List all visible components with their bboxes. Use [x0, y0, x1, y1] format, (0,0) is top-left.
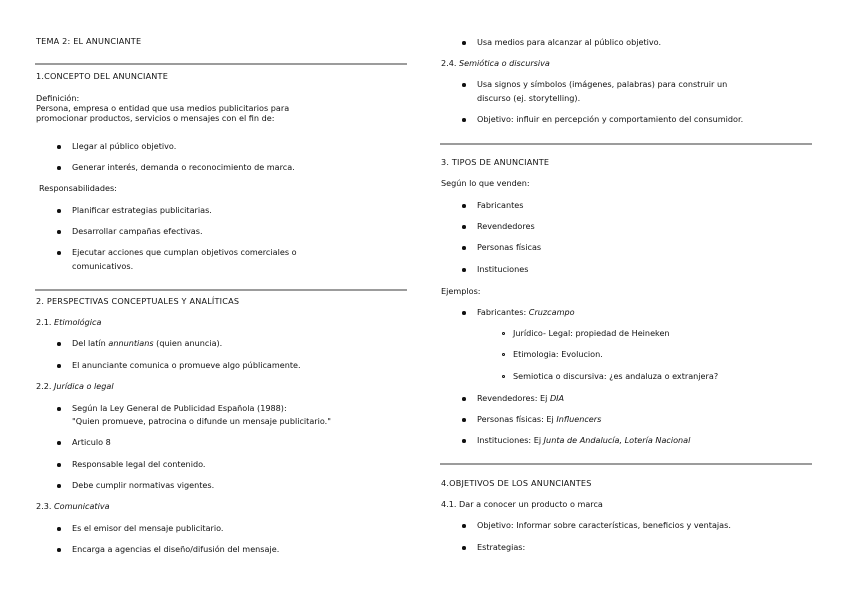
responsibilities-label: Responsabilidades:: [39, 183, 117, 193]
list-item: Personas físicas: [477, 242, 542, 252]
list-item: Objetivo: influir en percepción y comportamiento del consumidor.: [477, 114, 744, 124]
list-item: Estrategias:: [477, 542, 526, 552]
section-heading-tipos: 3. TIPOS DE ANUNCIANTE: [441, 157, 550, 167]
list-item: Desarrollar campañas efectivas.: [72, 226, 203, 236]
list-item: Según la Ley General de Publicidad Española (1988):: [72, 403, 287, 413]
section-divider: [35, 63, 407, 65]
list-item-continuation: discurso (ej. storytelling).: [477, 93, 581, 103]
list-item: Ejecutar acciones que cumplan objetivos comerciales o: [72, 247, 297, 257]
list-item: Instituciones: Ej Junta de Andalucía, Lotería Nacional: [477, 435, 691, 445]
section-heading-objetivos: 4.OBJETIVOS DE LOS ANUNCIANTES: [441, 478, 592, 488]
list-item: Objetivo: Informar sobre características, beneficios y ventajas.: [477, 520, 731, 530]
list-item: Revendedores: [477, 221, 535, 231]
sub-list-item: Jurídico- Legal: propiedad de Heineken: [513, 328, 670, 338]
subsection-heading: 2.2. Jurídica o legal: [36, 381, 114, 391]
list-item: Articulo 8: [72, 437, 111, 447]
list-item: Llegar al público objetivo.: [72, 141, 177, 151]
definition-line: Persona, empresa o entidad que usa medios publicitarios para: [36, 103, 290, 113]
examples-label: Ejemplos:: [441, 286, 481, 296]
section-divider: [440, 143, 812, 145]
list-item: Del latín annuntians (quien anuncia).: [72, 338, 223, 348]
intro-text: Según lo que venden:: [441, 178, 530, 188]
list-item-continuation: "Quien promueve, patrocina o difunde un mensaje publicitario.": [72, 416, 331, 426]
list-item: Fabricantes: [477, 200, 524, 210]
list-item: Instituciones: [477, 264, 529, 274]
subsection-heading: 2.3. Comunicativa: [36, 501, 110, 511]
section-divider: [440, 463, 812, 465]
list-item: El anunciante comunica o promueve algo públicamente.: [72, 360, 301, 370]
list-item: Responsable legal del contenido.: [72, 459, 206, 469]
list-item: Encarga a agencias el diseño/difusión del mensaje.: [72, 544, 280, 554]
definition-line: promocionar productos, servicios o mensajes con el fin de:: [36, 113, 275, 123]
list-item: Es el emisor del mensaje publicitario.: [72, 523, 224, 533]
list-item: Fabricantes: Cruzcampo: [477, 307, 575, 317]
list-item: Generar interés, demanda o reconocimiento de marca.: [72, 162, 295, 172]
list-item: Revendedores: Ej DIA: [477, 393, 565, 403]
subsection-heading: 2.4. Semiótica o discursiva: [441, 58, 550, 68]
list-item-continuation: comunicativos.: [72, 261, 134, 271]
list-item: Usa medios para alcanzar al público objetivo.: [477, 37, 662, 47]
list-item: Personas físicas: Ej Influencers: [477, 414, 602, 424]
sub-list-item: Etimologia: Evolucion.: [513, 349, 603, 359]
subsection-heading: 4.1. Dar a conocer un producto o marca: [441, 499, 603, 509]
subsection-heading: 2.1. Etimológica: [36, 317, 102, 327]
list-item: Planificar estrategias publicitarias.: [72, 205, 212, 215]
document-title: TEMA 2: EL ANUNCIANTE: [36, 36, 142, 46]
section-heading-perspectivas: 2. PERSPECTIVAS CONCEPTUALES Y ANALÍTICAS: [36, 296, 240, 306]
list-item: Debe cumplir normativas vigentes.: [72, 480, 215, 490]
sub-list-item: Semiotica o discursiva: ¿es andaluza o extranjera?: [513, 371, 719, 381]
section-heading-concepto: 1.CONCEPTO DEL ANUNCIANTE: [36, 71, 169, 81]
section-divider: [35, 289, 407, 291]
definition-label: Definición:: [36, 93, 80, 103]
list-item: Usa signos y símbolos (imágenes, palabras) para construir un: [477, 79, 728, 89]
